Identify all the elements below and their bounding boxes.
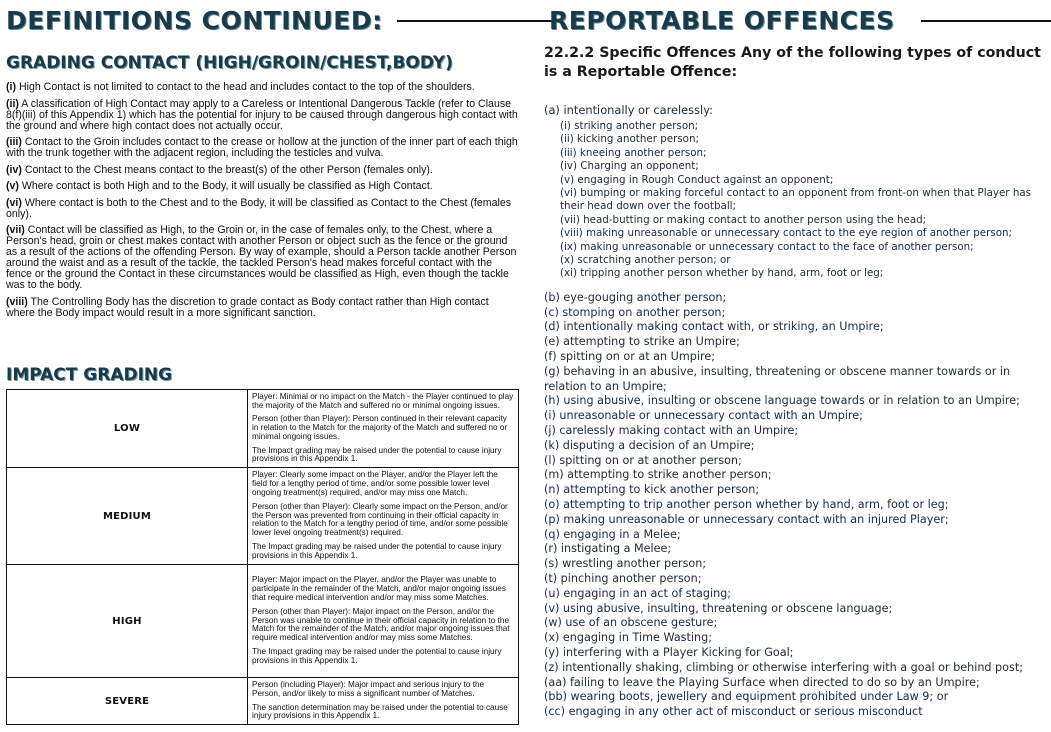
sub-offence-item: (viii) making unreasonable or unnecessary contact to the eye region of another person;: [560, 227, 1013, 240]
sub-offence-item: (ix) making unreasonable or unnecessary contact to the face of another person;: [560, 240, 974, 253]
definition-number: (iv): [6, 163, 22, 176]
definition-text: Contact will be classified as High, to the Groin or, in the case of females only, to the Chest, where a Person's head, groin or chest makes contact with another Person or object such as the fence or the ground as a result of the actions of the offending Person. By way of example, should a Person tackle another Person around the waist and as a result of the tackle, the tackled Person's head makes forceful contact with the fence or the ground the Contact in these circumstances would be classified as High, even though the tackle was to the body.: [6, 224, 517, 291]
definition-text: Where contact is both to the Chest and to the Body, it will be classified as Contact to the Chest (females only).: [6, 196, 512, 220]
definitions-banner: [6, 6, 552, 35]
impact-description-paragraph: The Impact grading may be raised under the potential to cause injury provisions in this Appendix 1.: [252, 445, 502, 464]
banner-rule: [921, 20, 1051, 22]
offences-title: REPORTABLE OFFENCES: [549, 6, 895, 35]
offence-item: (v) using abusive, insulting, threatening or obscene language;: [544, 601, 893, 615]
impact-level: LOW: [7, 390, 248, 468]
offence-item: (q) engaging in a Melee;: [544, 527, 681, 541]
offence-item: (g) behaving in an abusive, insulting, threatening or obscene manner towards or in relation to an Umpire;: [544, 364, 1011, 393]
offence-item: (o) attempting to trip another person whether by hand, arm, foot or leg;: [544, 498, 949, 512]
sub-offence-item: (vii) head-butting or making contact to another person using the head;: [560, 213, 927, 226]
definition-item: [6, 297, 520, 319]
definitions-title: DEFINITIONS CONTINUED:: [6, 6, 383, 35]
impact-description-paragraph: The sanction determination may be raised under the potential to cause injury provisions in this Appendix 1.: [252, 702, 508, 721]
impact-level: MEDIUM: [7, 468, 248, 565]
definition-item: [6, 99, 520, 132]
offence-lead: (a) intentionally or carelessly:: [544, 103, 713, 117]
definition-text: A classification of High Contact may apply to a Careless or Intentional Dangerous Tackle (refer to Clause 8(f)(iii) of this Appendix 1) which has the potential for injury to be caused through dangerous high contact with the ground and where high contact does not actually occur.: [6, 97, 518, 132]
offence-item: (l) spitting on or at another person;: [544, 453, 742, 467]
offence-item: (r) instigating a Melee;: [544, 542, 672, 556]
offence-item: (n) attempting to kick another person;: [544, 483, 760, 497]
sub-offence-item: (iv) Charging an opponent;: [560, 160, 699, 173]
offence-item: (cc) engaging in any other act of misconduct or serious misconduct: [544, 705, 923, 719]
definition-item: [6, 82, 520, 93]
definition-text: Contact to the Groin includes contact to the crease or hollow at the junction of the inner part of each thigh with the trunk together with the adjacent region, including the testicles and vulva.: [6, 136, 518, 159]
sub-offence-item: (v) engaging in Rough Conduct against an opponent;: [560, 173, 834, 186]
offences-heading: 22.2.2 Specific Offences Any of the following types of conduct is a Reportable Offence:: [544, 45, 1041, 80]
offence-item: (s) wrestling another person;: [544, 557, 707, 571]
impact-description: [248, 678, 519, 725]
offence-item: (m) attempting to strike another person;: [544, 468, 772, 482]
offence-item: (e) attempting to strike an Umpire;: [544, 335, 740, 349]
impact-heading: IMPACT GRADING: [6, 365, 173, 385]
impact-description: [248, 468, 519, 565]
offence-item: (p) making unreasonable or unnecessary contact with an injured Player;: [544, 512, 949, 526]
impact-description-paragraph: Person (including Player): Major impact and serious injury to the Person, and/or likely to miss a significant number of Matches.: [252, 679, 485, 698]
definition-number: (vii): [6, 224, 25, 236]
offence-item: (f) spitting on or at an Umpire;: [544, 350, 715, 364]
impact-table: [6, 389, 519, 725]
offences-banner: [549, 6, 1051, 35]
definition-number: (ii): [6, 97, 19, 110]
definition-item: [6, 225, 520, 291]
offence-item: (z) intentionally shaking, climbing or otherwise interfering with a goal or behind post;: [544, 660, 1023, 674]
definition-item: [6, 165, 520, 176]
impact-description: [248, 565, 519, 678]
impact-description-paragraph: Player: Minimal or no impact on the Match - the Player continued to play the majority of the Match and suffered no or minimal ongoing issues.: [252, 391, 514, 410]
definition-number: (iii): [6, 136, 22, 148]
impact-row: [7, 565, 519, 678]
definition-number: (viii): [6, 295, 28, 308]
definition-text: The Controlling Body has the discretion to grade contact as Body contact rather than High contact where the Body impact would result in a more significant sanction.: [6, 295, 489, 319]
offence-item: (c) stomping on another person;: [544, 305, 726, 319]
sub-offence-item: (iii) kneeing another person;: [560, 146, 707, 159]
grading-heading: GRADING CONTACT (HIGH/GROIN/CHEST,BODY): [6, 53, 453, 73]
offences-list: [544, 103, 1044, 720]
sub-offence-list: [544, 120, 1044, 281]
offence-item: (t) pinching another person;: [544, 572, 702, 586]
impact-description-paragraph: Player: Major impact on the Player, and/or the Player was unable to participate in the remainder of the Match, and/or major ongoing issues that require medical intervention and/or may miss some Matches.: [252, 575, 506, 602]
impact-description-paragraph: Player: Clearly some impact on the Player, and/or the Player left the field for a lengthy period of time, and/or some possible lower level ongoing treatment(s) required, and/or may miss one Match.: [252, 470, 498, 497]
definition-text: Contact to the Chest means contact to the breast(s) of the other Person (females only).: [21, 163, 433, 176]
definition-number: (vi): [6, 196, 22, 209]
offence-item: (h) using abusive, insulting or obscene language towards or in relation to an Umpire;: [544, 394, 1020, 408]
impact-row: [7, 390, 519, 468]
definitions-list: [6, 82, 520, 324]
offence-item: (bb) wearing boots, jewellery and equipment prohibited under Law 9; or: [544, 690, 949, 704]
definition-item: [6, 198, 520, 220]
offence-item: (i) unreasonable or unnecessary contact with an Umpire;: [544, 409, 863, 423]
offence-item: (aa) failing to leave the Playing Surface when directed to do so by an Umpire;: [544, 675, 980, 689]
offence-item: (d) intentionally making contact with, or striking, an Umpire;: [544, 320, 884, 334]
offence-item: (w) use of an obscene gesture;: [544, 616, 718, 630]
offence-item: (x) engaging in Time Wasting;: [544, 631, 712, 645]
impact-description-paragraph: Person (other than Player): Major impact on the Person, and/or the Person was unable to continue in their official capacity in relation to the Match for the remainder of the Match, and/or major ongoing issues that require medical intervention and/or may miss some Matches.: [252, 606, 510, 643]
impact-description-paragraph: Person (other than Player): Clearly some impact on the Person, and/or the Person was prevented from continuing in their official capacity in relation to the Match for a lengthy period of time, and/or some possible lower level ongoing treatment(s) required.: [252, 501, 508, 538]
main-offence-list: [544, 291, 1044, 720]
offence-item: (k) disputing a decision of an Umpire;: [544, 438, 755, 452]
definition-number: (v): [6, 180, 19, 192]
sub-offence-item: (x) scratching another person; or: [560, 254, 731, 267]
offence-item: (b) eye-gouging another person;: [544, 290, 727, 304]
impact-level: HIGH: [7, 565, 248, 678]
sub-offence-item: (vi) bumping or making forceful contact to an opponent from front-on when that Player has their head down over the football;: [560, 187, 1032, 213]
offence-item: (j) carelessly making contact with an Umpire;: [544, 424, 799, 438]
definition-text: High Contact is not limited to contact to the head and includes contact to the top of the shoulders.: [16, 81, 475, 93]
sub-offence-item: (xi) tripping another person whether by hand, arm, foot or leg;: [560, 267, 884, 280]
definition-number: (i): [6, 81, 16, 93]
definition-item: [6, 181, 520, 192]
impact-description-paragraph: The Impact grading may be raised under the potential to cause injury provisions in this Appendix 1.: [252, 541, 502, 560]
sub-offence-item: (i) striking another person;: [560, 120, 699, 132]
definition-item: [6, 137, 520, 159]
impact-level: SEVERE: [7, 678, 248, 725]
impact-row: [7, 678, 519, 725]
sub-offence-item: (ii) kicking another person;: [560, 133, 699, 146]
offence-item: (y) interfering with a Player Kicking for Goal;: [544, 646, 794, 659]
offence-item: (u) engaging in an act of staging;: [544, 586, 732, 600]
impact-description: [248, 390, 519, 468]
impact-row: [7, 468, 519, 565]
definition-text: Where contact is both High and to the Body, it will usually be classified as High Contact.: [18, 180, 433, 192]
impact-description-paragraph: The Impact grading may be raised under the potential to cause injury provisions in this Appendix 1.: [252, 646, 502, 665]
impact-description-paragraph: Person (other than Player): Person continued in their relevant capacity in relation to the Match for the majority of the Match and suffered no or minimal ongoing issues.: [252, 414, 508, 441]
banner-rule: [397, 20, 552, 22]
